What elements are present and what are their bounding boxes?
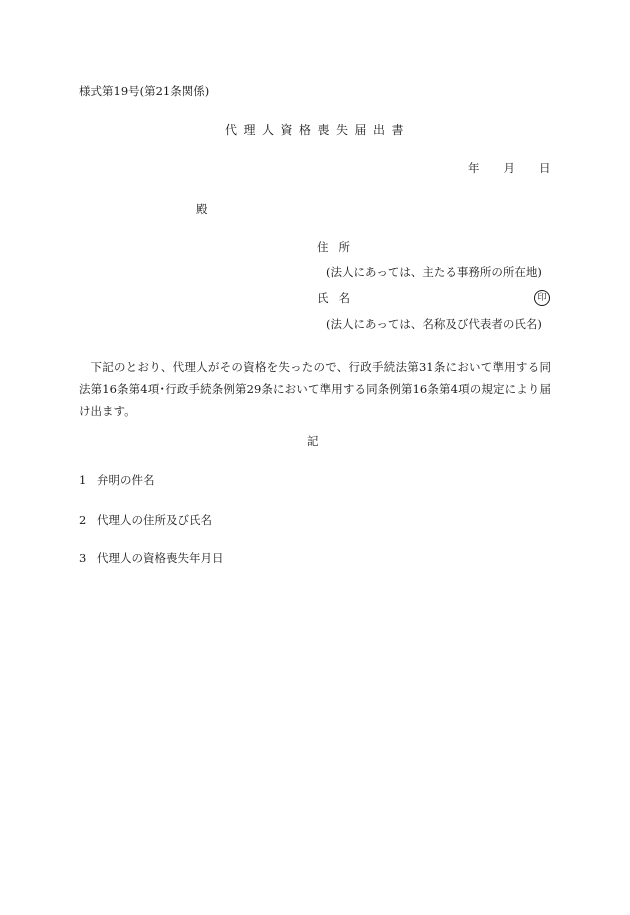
seal-mark: 印	[534, 290, 550, 306]
date-year: 年	[468, 161, 480, 175]
date-day: 日	[539, 161, 551, 175]
body-paragraph: 下記のとおり、代理人がその資格を失ったので、行政手続法第31条において準用する同法第16条第4項･行政手続条例第29条において準用する同条例第16条第4項の規定により届け出ます。	[79, 360, 551, 418]
date-line	[468, 163, 551, 175]
item-text: 代理人の住所及び氏名	[97, 513, 212, 527]
item-text: 弁明の件名	[97, 473, 155, 487]
address-label: 住所	[317, 240, 360, 254]
item-number: 3	[79, 551, 87, 565]
item-number: 2	[79, 513, 87, 527]
item-text: 代理人の資格喪失年月日	[97, 551, 224, 565]
name-label: 氏名	[317, 291, 360, 305]
date-month: 月	[503, 161, 515, 175]
list-item	[79, 515, 212, 527]
document-title: 代理人資格喪失届出書	[225, 123, 411, 137]
list-item	[79, 553, 224, 565]
item-number: 1	[79, 473, 87, 487]
ki-heading: 記	[307, 434, 319, 448]
form-number: 様式第19号(第21条関係)	[79, 84, 210, 98]
list-item	[79, 475, 155, 487]
address-note: (法人にあっては、主たる事務所の所在地)	[326, 265, 542, 279]
addressee-suffix: 殿	[196, 202, 208, 216]
name-note: (法人にあっては、名称及び代表者の氏名)	[326, 317, 542, 331]
